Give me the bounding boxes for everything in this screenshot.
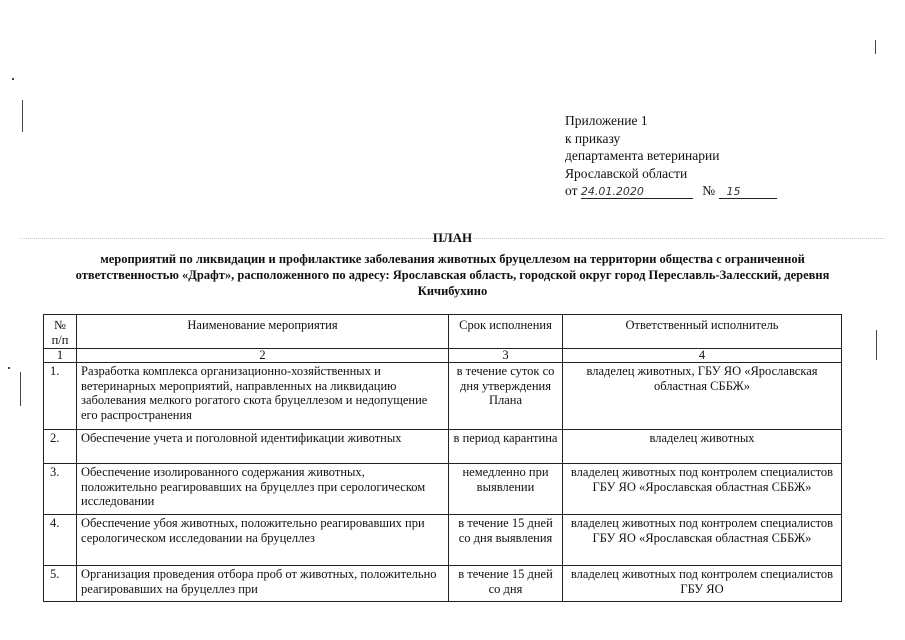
row-term: в течение 15 дней со дня [449, 566, 563, 602]
table-row [44, 430, 842, 464]
row-number: 4. [44, 515, 77, 566]
number-label: № [702, 183, 716, 198]
column-header: Срок исполнения [449, 315, 563, 349]
column-header: Наименование мероприятия [77, 315, 449, 349]
row-responsible: владелец животных, ГБУ ЯО «Ярославская областная СББЖ» [563, 363, 842, 430]
scan-mark [12, 78, 14, 80]
table-row [44, 464, 842, 515]
column-header: Ответственный исполнитель [563, 315, 842, 349]
table-row [44, 363, 842, 430]
table-row [44, 515, 842, 566]
column-number: 4 [563, 349, 842, 363]
column-number: 1 [44, 349, 77, 363]
column-number: 2 [77, 349, 449, 363]
scan-mark [22, 100, 23, 132]
row-number: 1. [44, 363, 77, 430]
row-action: Обеспечение учета и поголовной идентификации животных [77, 430, 449, 464]
scan-mark [876, 330, 877, 360]
appendix-date-line [565, 182, 777, 200]
row-term: немедленно при выявлении [449, 464, 563, 515]
row-term: в течение 15 дней со дня выявления [449, 515, 563, 566]
document-subtitle: мероприятий по ликвидации и профилактике заболевания животных бруцеллезом на территории общества с ограниченной ответственностью «Драфт», расположенного по адресу: Ярославская область, городской округ город Переславль-Залесский, деревня Кичибухино [75, 252, 830, 298]
order-date: 24.01.2020 [580, 185, 644, 198]
row-responsible: владелец животных под контролем специалистов ГБУ ЯО «Ярославская областная СББЖ» [563, 515, 842, 566]
appendix-block [565, 112, 777, 200]
scan-mark [8, 367, 10, 369]
scan-mark [20, 372, 21, 406]
column-number-row [44, 349, 842, 363]
row-responsible: владелец животных [563, 430, 842, 464]
row-number: 3. [44, 464, 77, 515]
appendix-line: Приложение 1 [565, 113, 648, 128]
row-responsible: владелец животных под контролем специалистов ГБУ ЯО «Ярославская областная СББЖ» [563, 464, 842, 515]
number-field [719, 184, 777, 199]
from-label: от [565, 183, 578, 198]
table-header-row [44, 315, 842, 349]
date-field [581, 184, 693, 199]
row-term: в период карантина [449, 430, 563, 464]
row-term: в течение суток со дня утверждения Плана [449, 363, 563, 430]
table-row [44, 566, 842, 602]
order-number: 15 [726, 185, 741, 198]
row-action: Обеспечение убоя животных, положительно реагировавших при серологическом исследовании на бруцеллез [77, 515, 449, 566]
row-action: Организация проведения отбора проб от животных, положительно реагировавших на бруцеллез при [77, 566, 449, 602]
appendix-line: к приказу [565, 130, 621, 146]
row-number: 2. [44, 430, 77, 464]
row-action: Разработка комплекса организационно-хозяйственных и ветеринарных мероприятий, направленных на ликвидацию заболевания мелкого рогатого скота бруцеллезом и недопущение его распространения [77, 363, 449, 430]
document-title: ПЛАН [432, 230, 473, 245]
column-header: № п/п [44, 315, 77, 349]
plan-table [43, 314, 842, 602]
row-responsible: владелец животных под контролем специалистов ГБУ ЯО [563, 566, 842, 602]
scan-mark [875, 40, 876, 54]
row-action: Обеспечение изолированного содержания животных, положительно реагировавших на бруцеллез при серологическом исследовании [77, 464, 449, 515]
column-number: 3 [449, 349, 563, 363]
appendix-line: Ярославской области [565, 165, 688, 181]
appendix-line: департамента ветеринарии [565, 148, 720, 163]
row-number: 5. [44, 566, 77, 602]
